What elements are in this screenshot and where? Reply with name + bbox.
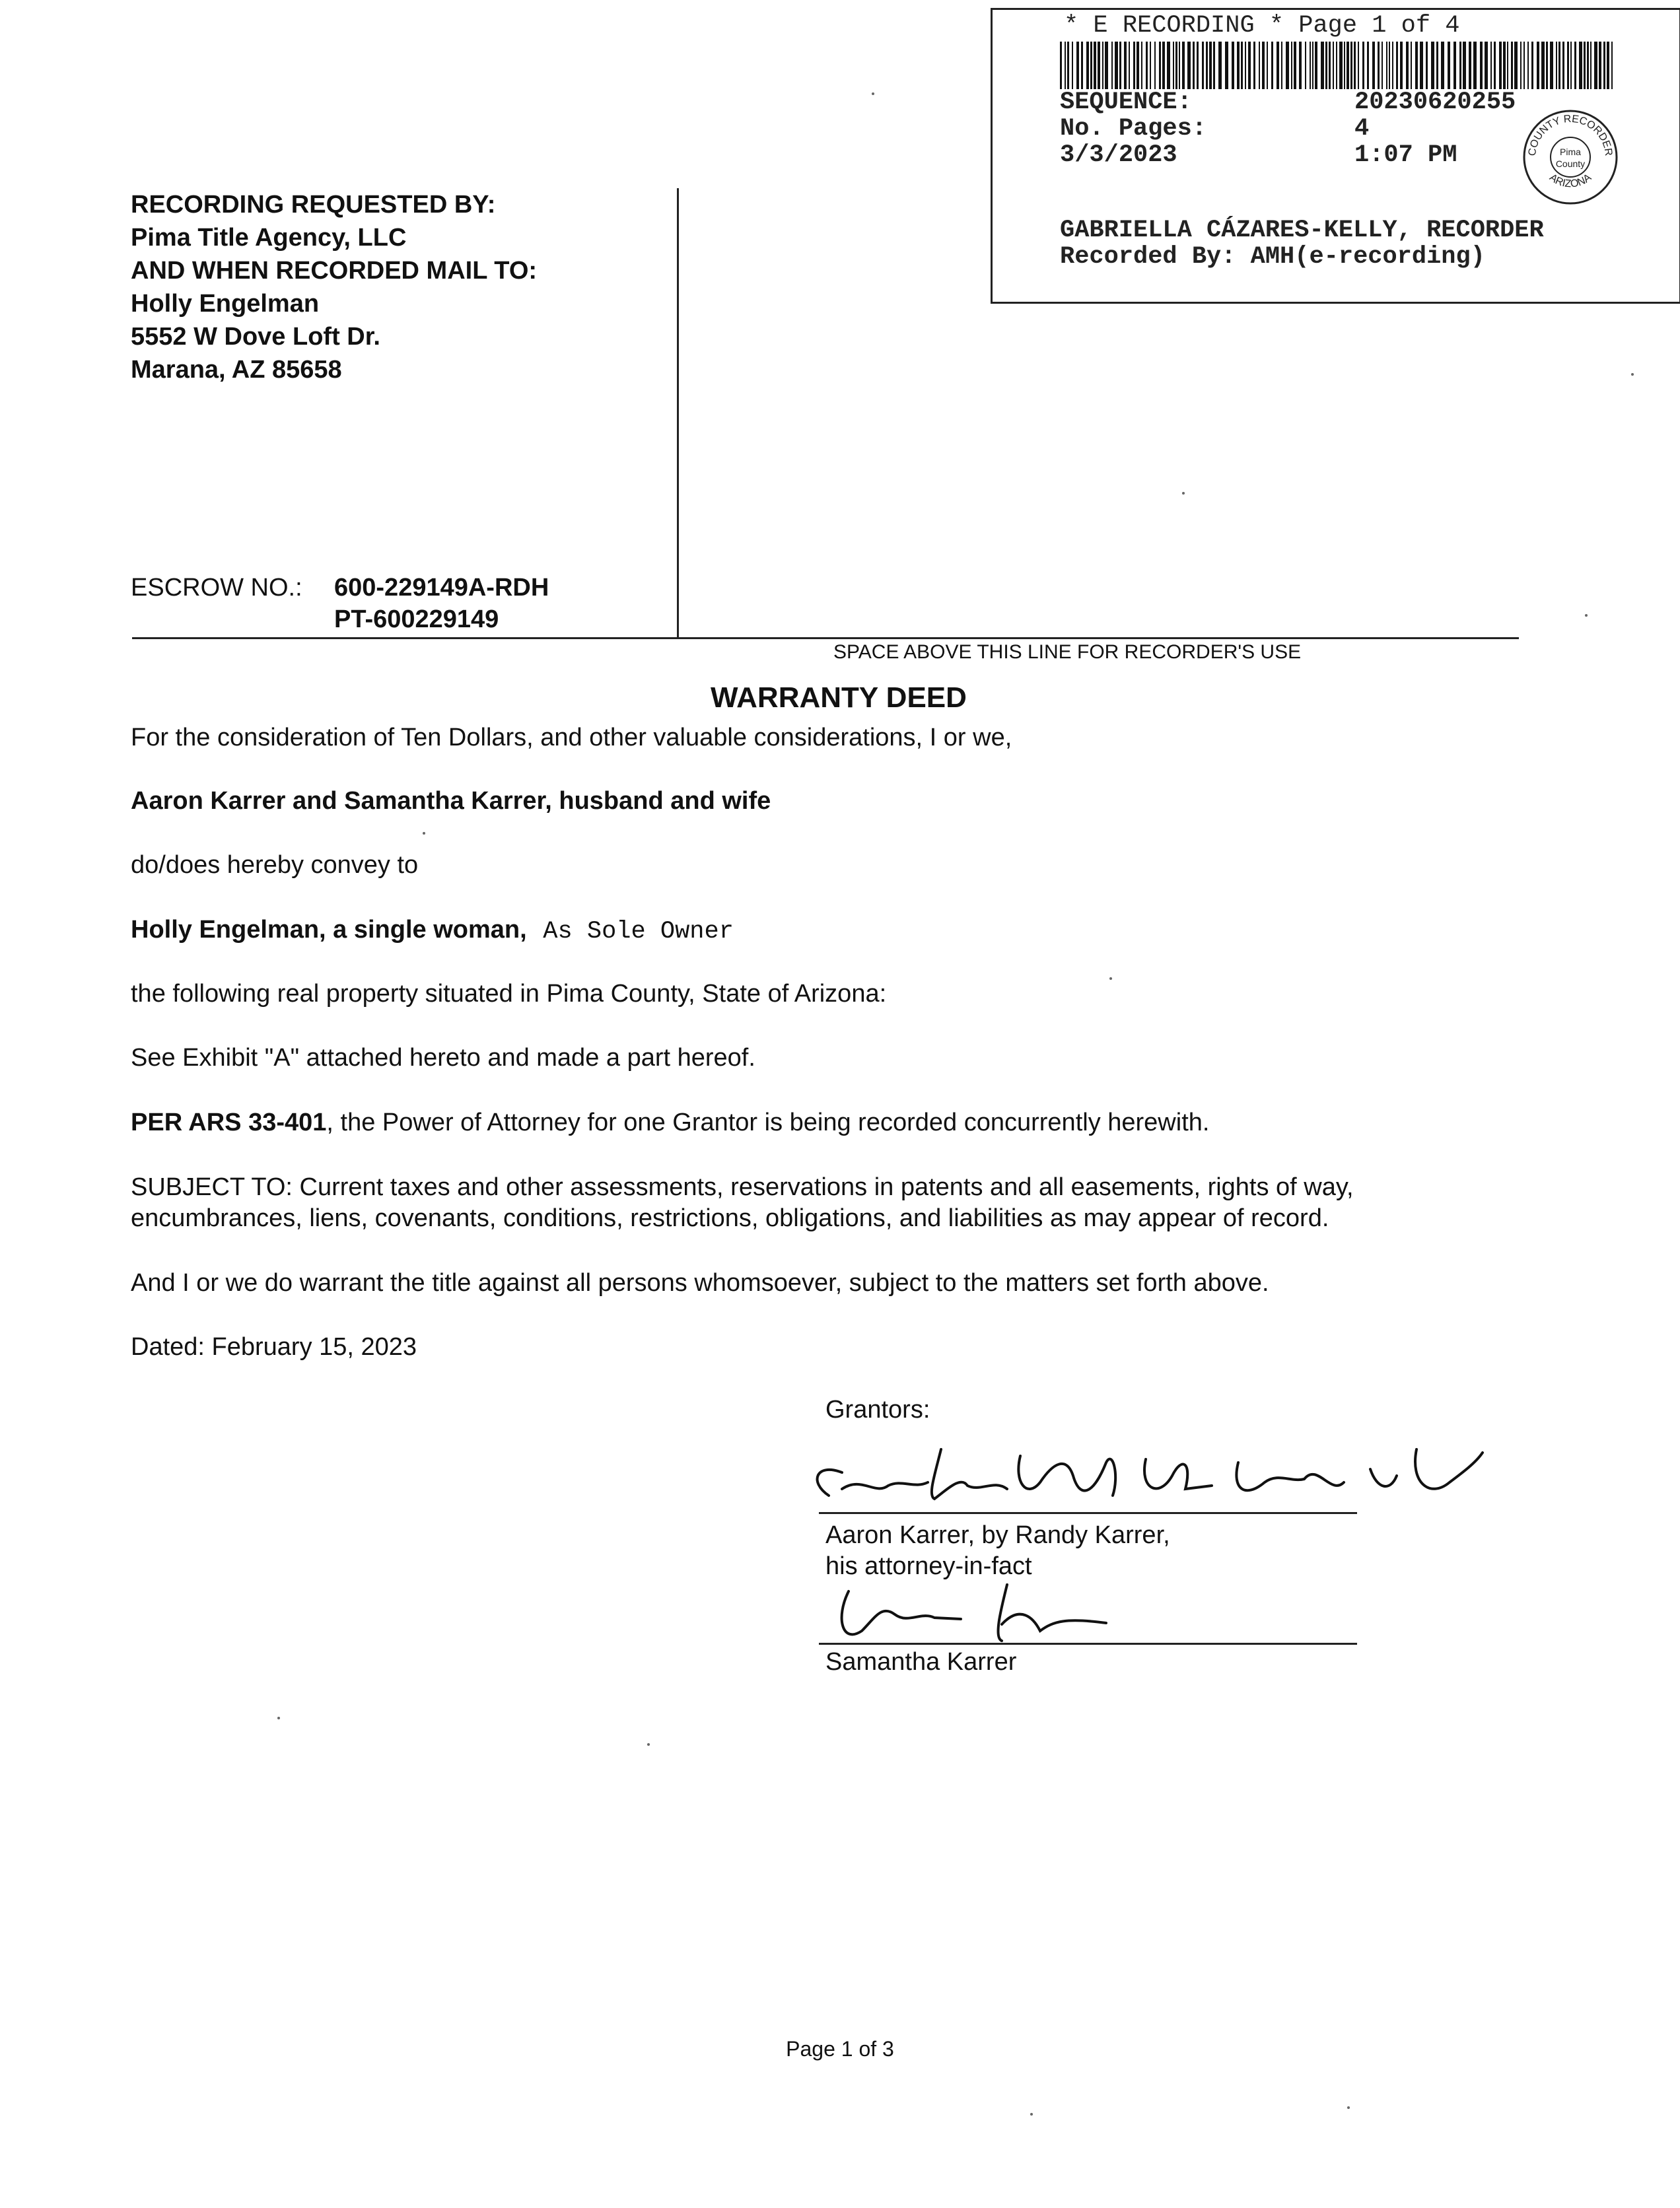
barcode-bar <box>1431 42 1434 89</box>
barcode-bar <box>1567 42 1569 89</box>
subject-to-line-1: SUBJECT TO: Current taxes and other assessments, reservations in patents and all easements, rights of way, <box>131 1173 1354 1201</box>
barcode-bar <box>1294 42 1296 89</box>
barcode-bar <box>1182 42 1185 89</box>
barcode-image <box>1060 42 1615 89</box>
barcode-bar <box>1550 42 1553 89</box>
subject-to-line-2: encumbrances, liens, covenants, conditions, restrictions, obligations, and liabilities as may appear of record. <box>131 1204 1329 1232</box>
barcode-bar <box>1503 42 1506 89</box>
barcode-bar <box>1350 42 1352 89</box>
barcode-bar <box>1574 42 1576 89</box>
barcode-bar <box>1453 42 1456 89</box>
barcode-bar <box>1206 42 1208 89</box>
barcode-bar <box>1372 42 1375 89</box>
barcode-bar <box>1137 42 1139 89</box>
barcode-bar <box>1556 42 1557 89</box>
property-text: the following real property situated in Pima County, State of Arizona: <box>131 980 887 1008</box>
barcode-bar <box>1336 42 1337 89</box>
stamp-sequence-value: 20230620255 <box>1354 88 1516 116</box>
barcode-bar <box>1362 42 1364 89</box>
barcode-bar <box>1305 42 1306 89</box>
barcode-bar <box>1607 42 1609 89</box>
barcode-bar <box>1167 42 1170 89</box>
barcode-bar <box>1594 42 1597 89</box>
barcode-bar <box>1173 42 1174 89</box>
barcode-bar <box>1187 42 1191 89</box>
scan-speck <box>1347 2106 1350 2109</box>
barcode-bar <box>1321 42 1324 89</box>
barcode-bar <box>1237 42 1240 89</box>
barcode-bar <box>1400 42 1403 89</box>
barcode-bar <box>1415 42 1418 89</box>
barcode-bar <box>1060 42 1062 89</box>
barcode-bar <box>1546 42 1548 89</box>
stamp-recorder: GABRIELLA CÁZARES-KELLY, RECORDER <box>1060 217 1544 244</box>
scan-speck <box>277 1717 280 1719</box>
page-number: Page 1 of 3 <box>786 2037 894 2061</box>
barcode-bar <box>1081 42 1083 89</box>
barcode-bar <box>1281 42 1282 89</box>
barcode-bar <box>1514 42 1518 89</box>
escrow-number: 600-229149A-RDH <box>334 574 549 602</box>
barcode-bar <box>1094 42 1096 89</box>
barcode-bar <box>1480 42 1483 89</box>
signature-line-2 <box>819 1643 1357 1645</box>
barcode-bar <box>1494 42 1496 89</box>
seal-bottom-text: ARIZONA <box>1547 172 1593 190</box>
barcode-bar <box>1392 42 1393 89</box>
grantee-line <box>131 913 734 948</box>
barcode-bar <box>1339 42 1343 89</box>
mail-to-city: Marana, AZ 85658 <box>131 356 342 384</box>
recorder-space-line <box>132 637 1519 639</box>
barcode-bar <box>1325 42 1327 89</box>
barcode-bar <box>1537 42 1539 89</box>
consideration-text: For the consideration of Ten Dollars, and other valuable considerations, I or we, <box>131 724 1012 751</box>
svg-text:ARIZONA <box>1547 172 1593 190</box>
stamp-date: 3/3/2023 <box>1060 141 1177 169</box>
barcode-bar <box>1562 42 1564 89</box>
scan-speck <box>872 92 874 95</box>
grantee-name: Holly Engelman, a single woman, <box>131 916 527 944</box>
barcode-bar <box>1459 42 1461 89</box>
scan-speck <box>1109 977 1112 980</box>
barcode-bar <box>1154 42 1156 89</box>
barcode-bar <box>1277 42 1279 89</box>
scan-speck <box>423 832 425 835</box>
barcode-bar <box>1086 42 1089 89</box>
barcode-bar <box>1367 42 1369 89</box>
barcode-bar <box>1098 42 1100 89</box>
barcode-bar <box>1485 42 1488 89</box>
barcode-bar <box>1076 42 1079 89</box>
scan-speck <box>1182 492 1185 495</box>
signer-2-name: Samantha Karrer <box>825 1648 1017 1676</box>
stamp-recorded-by: Recorded By: AMH(e-recording) <box>1060 243 1485 271</box>
barcode-bar <box>1271 42 1273 89</box>
barcode-bar <box>1259 42 1260 89</box>
barcode-bar <box>1299 42 1302 89</box>
scan-speck <box>1030 2113 1033 2116</box>
barcode-bar <box>1378 42 1380 89</box>
ars-citation: PER ARS 33-401 <box>131 1109 327 1136</box>
barcode-bar <box>1579 42 1582 89</box>
grantors-names: Aaron Karrer and Samantha Karrer, husband and wife <box>131 787 771 815</box>
stamp-time: 1:07 PM <box>1354 141 1457 169</box>
recording-requested-by: Pima Title Agency, LLC <box>131 224 407 252</box>
grantors-label: Grantors: <box>825 1396 930 1424</box>
barcode-bar <box>1218 42 1222 89</box>
barcode-bar <box>1603 42 1605 89</box>
stamp-pages-value: 4 <box>1354 115 1370 143</box>
barcode-bar <box>1193 42 1195 89</box>
barcode-bar <box>1448 42 1450 89</box>
barcode-bar <box>1329 42 1331 89</box>
stamp-sequence-label: SEQUENCE: <box>1060 88 1192 116</box>
barcode-bar <box>1267 42 1268 89</box>
barcode-bar <box>1115 42 1118 89</box>
barcode-bar <box>1570 42 1572 89</box>
barcode-bar <box>1389 42 1390 89</box>
warrant-text: And I or we do warrant the title against all persons whomsoever, subject to the matters set forth above. <box>131 1269 1269 1297</box>
barcode-bar <box>1133 42 1135 89</box>
stamp-header: * E RECORDING * Page 1 of 4 <box>1064 12 1460 40</box>
barcode-bar <box>1213 42 1215 89</box>
barcode-bar <box>1090 42 1092 89</box>
barcode-bar <box>1527 42 1529 89</box>
barcode-bar <box>1072 42 1073 89</box>
barcode-bar <box>1286 42 1289 89</box>
scan-speck <box>647 1743 650 1746</box>
barcode-bar <box>1141 42 1142 89</box>
seal-center-text-1: Pima <box>1560 147 1581 157</box>
barcode-bar <box>1111 42 1113 89</box>
barcode-bar <box>1065 42 1066 89</box>
seal-center-text-2: County <box>1555 158 1586 169</box>
barcode-bar <box>1202 42 1204 89</box>
grantee-typed-addition: As Sole Owner <box>543 918 734 946</box>
signer-1-name: Aaron Karrer, by Randy Karrer, <box>825 1521 1170 1549</box>
barcode-bar <box>1523 42 1525 89</box>
barcode-bar <box>1124 42 1127 89</box>
barcode-bar <box>1253 42 1255 89</box>
barcode-bar <box>1209 42 1212 89</box>
barcode-bar <box>1150 42 1151 89</box>
signature-aaron-karrer <box>802 1436 1489 1515</box>
barcode-bar <box>1197 42 1199 89</box>
barcode-bar <box>1225 42 1228 89</box>
barcode-bar <box>1162 42 1165 89</box>
barcode-bar <box>1102 42 1103 89</box>
recording-requested-label: RECORDING REQUESTED BY: <box>131 191 496 219</box>
barcode-bar <box>1441 42 1444 89</box>
barcode-bar <box>1531 42 1533 89</box>
barcode-bar <box>1541 42 1545 89</box>
escrow-label: ESCROW NO.: <box>131 574 302 602</box>
seal-top-text: COUNTY RECORDER <box>1526 113 1615 157</box>
barcode-bar <box>1262 42 1265 89</box>
exhibit-text: See Exhibit "A" attached hereto and made a part hereof. <box>131 1044 755 1072</box>
convey-text: do/does hereby convey to <box>131 851 419 879</box>
barcode-bar <box>1179 42 1180 89</box>
recorder-space-note: SPACE ABOVE THIS LINE FOR RECORDER'S USE <box>833 641 1302 663</box>
barcode-bar <box>1382 42 1383 89</box>
barcode-bar <box>1344 42 1345 89</box>
barcode-bar <box>1310 42 1311 89</box>
barcode-bar <box>1241 42 1243 89</box>
barcode-bar <box>1312 42 1313 89</box>
barcode-bar <box>1347 42 1349 89</box>
barcode-bar <box>1558 42 1560 89</box>
barcode-bar <box>1146 42 1148 89</box>
barcode-bar <box>1248 42 1251 89</box>
barcode-bar <box>1406 42 1409 89</box>
barcode-bar <box>1129 42 1130 89</box>
barcode-bar <box>1159 42 1161 89</box>
barcode-bar <box>1490 42 1492 89</box>
barcode-bar <box>1473 42 1477 89</box>
barcode-bar <box>1067 42 1069 89</box>
barcode-bar <box>1105 42 1108 89</box>
barcode-bar <box>1315 42 1317 89</box>
ars-text: , the Power of Attorney for one Grantor is being recorded concurrently herewith. <box>326 1109 1210 1136</box>
stamp-pages-label: No. Pages: <box>1060 115 1207 143</box>
county-recorder-seal <box>1521 108 1620 207</box>
mail-to-name: Holly Engelman <box>131 290 320 318</box>
barcode-bar <box>1584 42 1586 89</box>
recorder-stamp <box>991 8 1680 304</box>
barcode-bar <box>1436 42 1438 89</box>
signer-1-capacity: his attorney-in-fact <box>825 1552 1032 1580</box>
barcode-bar <box>1611 42 1613 89</box>
barcode-bar <box>1333 42 1334 89</box>
barcode-bar <box>1396 42 1398 89</box>
barcode-bar <box>1463 42 1466 89</box>
signature-line-1 <box>819 1512 1357 1514</box>
barcode-bar <box>1245 42 1246 89</box>
scan-speck <box>1585 614 1588 617</box>
mail-to-street: 5552 W Dove Loft Dr. <box>131 323 380 351</box>
column-divider <box>677 188 679 637</box>
barcode-bar <box>1520 42 1522 89</box>
barcode-bar <box>1175 42 1177 89</box>
barcode-bar <box>1411 42 1412 89</box>
barcode-bar <box>1507 42 1508 89</box>
mail-to-label: AND WHEN RECORDED MAIL TO: <box>131 257 538 285</box>
barcode-bar <box>1511 42 1513 89</box>
barcode-bar <box>1587 42 1589 89</box>
ars-paragraph <box>131 1106 1209 1139</box>
scan-speck <box>1631 373 1634 376</box>
barcode-bar <box>1469 42 1471 89</box>
barcode-bar <box>1420 42 1423 89</box>
barcode-bar <box>1232 42 1234 89</box>
barcode-bar <box>1291 42 1292 89</box>
document-title-text: WARRANTY DEED <box>711 681 967 714</box>
barcode-bar <box>1590 42 1592 89</box>
barcode-bar <box>1358 42 1359 89</box>
signature-samantha-karrer <box>829 1578 1159 1651</box>
document-title <box>0 680 1680 716</box>
barcode-bar <box>1599 42 1601 89</box>
barcode-bar <box>1499 42 1502 89</box>
barcode-bar <box>1354 42 1356 89</box>
escrow-pt-number: PT-600229149 <box>334 605 499 633</box>
barcode-bar <box>1386 42 1387 89</box>
barcode-bar <box>1119 42 1121 89</box>
dated-text: Dated: February 15, 2023 <box>131 1333 417 1361</box>
barcode-bar <box>1426 42 1428 89</box>
